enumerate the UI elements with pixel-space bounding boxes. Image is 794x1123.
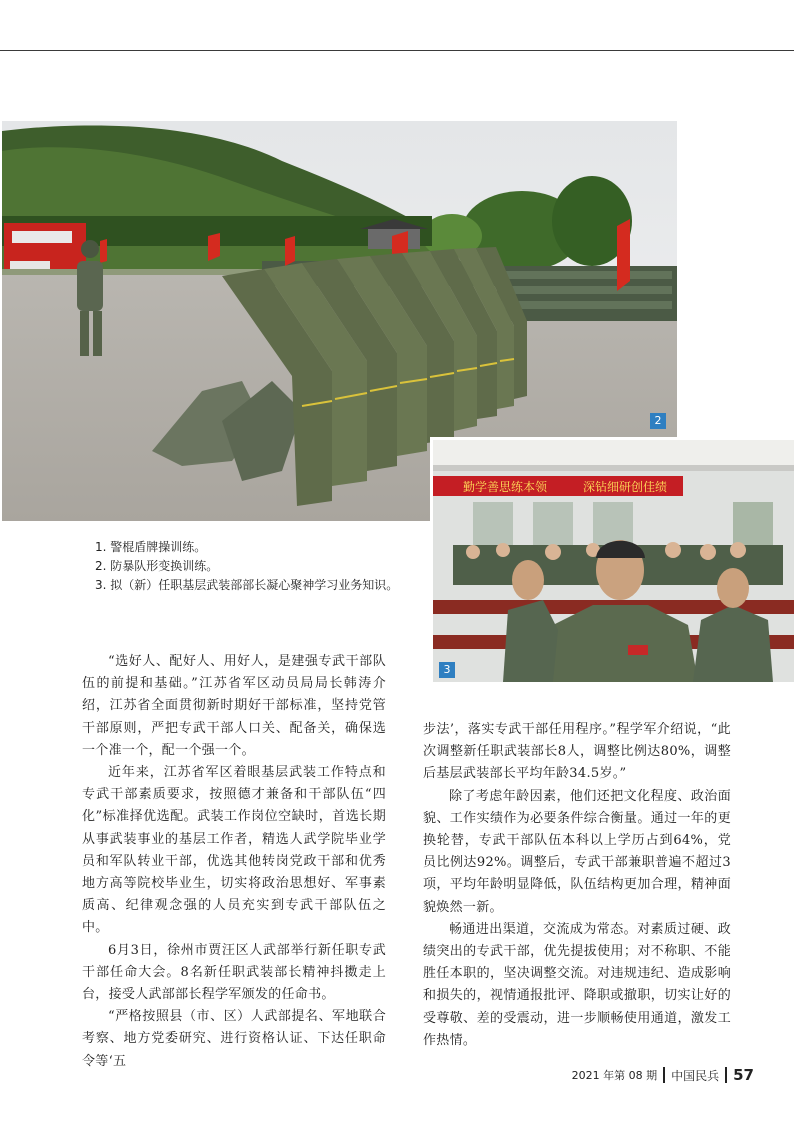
photo-number-badge: 3 xyxy=(439,662,455,678)
paragraph: 除了考虑年龄因素，他们还把文化程度、政治面貌、工作实绩作为必要条件综合衡量。通过一年的更换轮替，专武干部队伍本科以上学历占到64%，党员比例达92%。调整后，专武干部兼职普遍不超过3项，平均年龄明显降低，队伍结构更加合理，精神面貌焕然一新。 xyxy=(423,788,731,915)
footer-divider xyxy=(725,1067,727,1083)
article-left-column xyxy=(82,651,386,1073)
page-number: 57 xyxy=(733,1066,754,1084)
paragraph: 步法’，落实专武干部任用程序。”程学军介绍说，“此次调整新任职武装部长8人，调整比例达80%，调整后基层武装部长平均年龄34.5岁。” xyxy=(423,722,731,782)
header-rule xyxy=(0,50,794,51)
caption-3: 3. 拟（新）任职基层武装部部长凝心聚神学习业务知识。 xyxy=(95,578,399,592)
issue-label: 2021 年第 08 期 xyxy=(571,1069,658,1082)
photo-number-badge: 2 xyxy=(650,413,666,429)
article-right-column xyxy=(423,719,731,1052)
banner-text-left: 勤学善思练本领 xyxy=(463,480,548,494)
paragraph: 6月3日，徐州市贾汪区人武部举行新任职专武干部任命大会。8名新任职武装部长精神抖擞走上台，接受人武部部长程学军颁发的任命书。 xyxy=(82,942,386,1003)
photo-captions xyxy=(95,538,425,595)
photo-classroom-illustration xyxy=(433,440,794,682)
paragraph: 畅通进出渠道，交流成为常态。对素质过硬、政绩突出的专武干部，优先提拔使用；对不称职、不能胜任本职的，坚决调整交流。对违规违纪、造成影响和损失的，视情通报批评、降职或撤职，切实让好的受尊敬、差的受震动，进一步顺畅使用通道，激发工作热情。 xyxy=(423,921,731,1048)
caption-1: 1. 警棍盾牌操训练。 xyxy=(95,540,207,554)
page-footer xyxy=(572,1066,754,1084)
paragraph: “选好人、配好人、用好人，是建强专武干部队伍的前提和基础。”江苏省军区动员局局长韩涛介绍，江苏省全面贯彻新时期好干部标准，坚持党管干部原则，严把专武干部人口关、配备关，确保选一个准一个，配一个强一个。 xyxy=(82,654,386,758)
caption-2: 2. 防暴队形变换训练。 xyxy=(95,559,219,573)
photo-classroom-study xyxy=(430,437,794,682)
footer-divider xyxy=(663,1067,665,1083)
paragraph: 近年来，江苏省军区着眼基层武装工作特点和专武干部素质要求，按照德才兼备和干部队伍“四化”标准择优选配。武装工作岗位空缺时，首选长期从事武装事业的基层工作者，精选人武学院毕业学员和军队转业干部，优选其他转岗党政干部和优秀地方高等院校毕业生，切实将政治思想好、军事素质高、纪律观念强的人员充实到专武干部队伍之中。 xyxy=(82,765,386,936)
banner-text-right: 深钻细研创佳绩 xyxy=(583,480,668,494)
paragraph: “严格按照县（市、区）人武部提名、军地联合考察、地方党委研究、进行资格认证、下达任职命令等‘五 xyxy=(82,1009,386,1069)
magazine-name: 中国民兵 xyxy=(671,1068,720,1083)
